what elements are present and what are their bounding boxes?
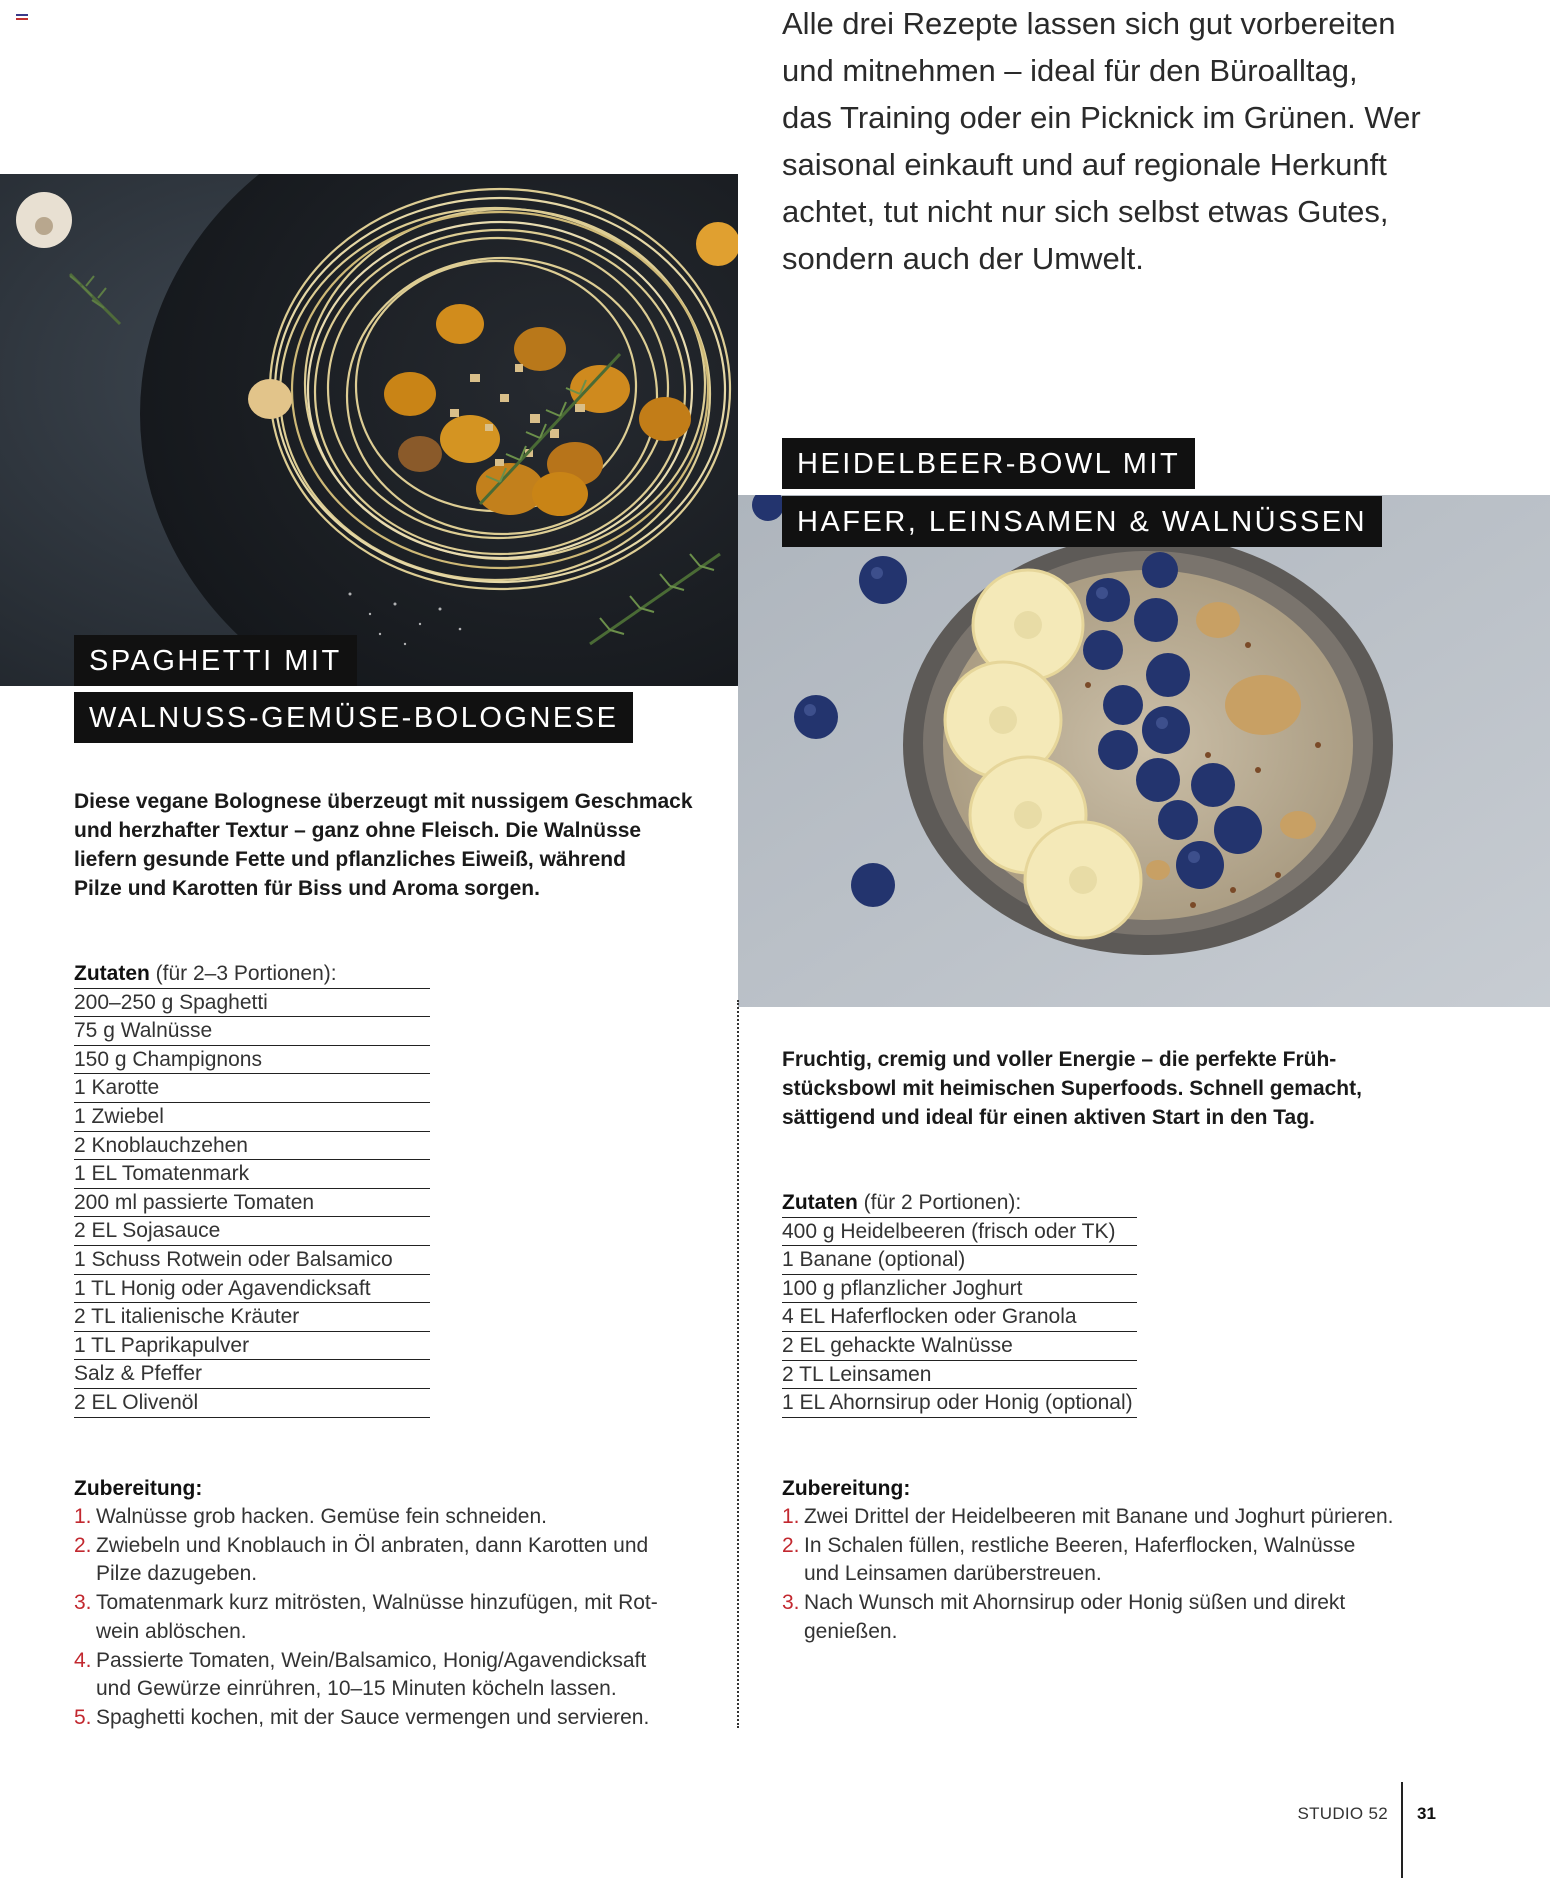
lead-line: liefern gesunde Fette und pflanzliches Eiweiß, während xyxy=(74,848,626,871)
column-divider xyxy=(737,1000,739,1728)
ingredient-item: Salz & Pfeffer xyxy=(74,1360,430,1389)
step-number: 3. xyxy=(782,1591,800,1615)
step-number: 4. xyxy=(74,1648,92,1672)
lead-line: Fruchtig, cremig und voller Energie – die perfekte Früh- xyxy=(782,1048,1337,1071)
step-line: In Schalen füllen, restliche Beeren, Haferflocken, Walnüsse xyxy=(804,1533,1356,1557)
ingredients-heading xyxy=(782,1189,1137,1218)
lead-line: Pilze und Karotten für Biss und Aroma sorgen. xyxy=(74,877,540,900)
step-line: Passierte Tomaten, Wein/Balsamico, Honig/Agavendicksaft xyxy=(96,1648,647,1672)
step-line: Spaghetti kochen, mit der Sauce vermengen und servieren. xyxy=(96,1705,650,1729)
step-line: und Leinsamen darüberstreuen. xyxy=(804,1562,1102,1586)
ingredients-label: Zutaten xyxy=(74,962,150,985)
bowl-lead xyxy=(782,1045,1442,1132)
intro-line: sondern auch der Umwelt. xyxy=(782,241,1144,276)
step-line: und Gewürze einrühren, 10–15 Minuten köcheln lassen. xyxy=(96,1677,617,1701)
ingredient-item: 2 TL italienische Kräuter xyxy=(74,1303,430,1332)
ingredient-item: 75 g Walnüsse xyxy=(74,1017,430,1046)
prep-heading: Zubereitung: xyxy=(74,1477,203,1500)
spaghetti-title-line1: SPAGHETTI MIT xyxy=(74,635,357,686)
spaghetti-title-line2: WALNUSS-GEMÜSE-BOLOGNESE xyxy=(74,692,633,743)
step-line: Zwei Drittel der Heidelbeeren mit Banane und Joghurt pürieren. xyxy=(804,1505,1394,1528)
step-line: wein ablöschen. xyxy=(96,1619,247,1643)
ingredient-item: 1 TL Paprikapulver xyxy=(74,1332,430,1361)
prep-heading: Zubereitung: xyxy=(782,1477,911,1500)
ingredient-item: 1 Karotte xyxy=(74,1074,430,1103)
ingredients-heading xyxy=(74,960,430,989)
ingredient-item: 4 EL Haferflocken oder Granola xyxy=(782,1303,1137,1332)
ingredient-item: 2 EL Sojasauce xyxy=(74,1217,430,1246)
ingredient-item: 200 ml passierte Tomaten xyxy=(74,1189,430,1218)
footer-divider xyxy=(1401,1782,1403,1878)
intro-line: Alle drei Rezepte lassen sich gut vorbereiten xyxy=(782,6,1396,41)
prep-step xyxy=(782,1532,1442,1589)
lead-line: Diese vegane Bolognese überzeugt mit nussigem Geschmack xyxy=(74,790,693,813)
prep-step xyxy=(782,1503,1442,1532)
ingredient-item: 100 g pflanzlicher Joghurt xyxy=(782,1275,1137,1304)
lead-line: stücksbowl mit heimischen Superfoods. Schnell gemacht, xyxy=(782,1077,1362,1100)
ingredient-item: 150 g Champignons xyxy=(74,1046,430,1075)
prep-step xyxy=(74,1704,724,1733)
ingredient-item: 200–250 g Spaghetti xyxy=(74,989,430,1018)
ingredient-item: 2 TL Leinsamen xyxy=(782,1361,1137,1390)
spaghetti-preparation xyxy=(74,1475,724,1733)
prep-step xyxy=(782,1589,1442,1646)
bowl-preparation xyxy=(782,1475,1442,1647)
ingredient-item: 400 g Heidelbeeren (frisch oder TK) xyxy=(782,1218,1137,1247)
lead-line: und herzhafter Textur – ganz ohne Fleisch. Die Walnüsse xyxy=(74,819,642,842)
prep-step xyxy=(74,1589,724,1646)
bowl-title-line1: HEIDELBEER-BOWL MIT xyxy=(782,438,1195,489)
step-line: Walnüsse grob hacken. Gemüse fein schneiden. xyxy=(96,1505,547,1528)
ingredient-item: 1 Zwiebel xyxy=(74,1103,430,1132)
lead-line: sättigend und ideal für einen aktiven Start in den Tag. xyxy=(782,1106,1315,1129)
step-line: Tomatenmark kurz mitrösten, Walnüsse hinzufügen, mit Rot- xyxy=(96,1591,658,1615)
intro-line: saisonal einkauft und auf regionale Herkunft xyxy=(782,147,1387,182)
prep-step xyxy=(74,1532,724,1589)
step-number: 1. xyxy=(74,1505,92,1528)
ingredient-item: 2 Knoblauchzehen xyxy=(74,1132,430,1161)
ingredient-item: 2 EL Olivenöl xyxy=(74,1389,430,1418)
prep-step xyxy=(74,1503,724,1532)
ingredient-item: 1 Schuss Rotwein oder Balsamico xyxy=(74,1246,430,1275)
step-line: Nach Wunsch mit Ahornsirup oder Honig süßen und direkt xyxy=(804,1591,1346,1615)
ingredient-item: 1 TL Honig oder Agavendicksaft xyxy=(74,1275,430,1304)
bowl-ingredients xyxy=(782,1189,1137,1418)
intro-line: achtet, tut nicht nur sich selbst etwas Gutes, xyxy=(782,194,1389,229)
spaghetti-lead xyxy=(74,787,714,903)
ingredient-item: 1 EL Tomatenmark xyxy=(74,1160,430,1189)
menu-icon[interactable] xyxy=(16,14,28,24)
intro-paragraph xyxy=(782,0,1422,282)
ingredient-item: 2 EL gehackte Walnüsse xyxy=(782,1332,1137,1361)
step-line: Pilze dazugeben. xyxy=(96,1562,258,1586)
step-number: 1. xyxy=(782,1505,800,1528)
prep-steps xyxy=(74,1503,724,1733)
page-number: 31 xyxy=(1417,1804,1436,1823)
step-number: 3. xyxy=(74,1591,92,1615)
ingredients-portions: (für 2–3 Portionen): xyxy=(149,962,337,985)
prep-step xyxy=(74,1647,724,1704)
bowl-title-line2: HAFER, LEINSAMEN & WALNÜSSEN xyxy=(782,496,1382,547)
ingredients-portions: (für 2 Portionen): xyxy=(857,1191,1022,1214)
prep-steps xyxy=(782,1503,1442,1647)
spaghetti-photo xyxy=(0,174,738,686)
step-number: 2. xyxy=(74,1533,92,1557)
ingredient-item: 1 Banane (optional) xyxy=(782,1246,1137,1275)
step-number: 5. xyxy=(74,1705,92,1729)
ingredients-label: Zutaten xyxy=(782,1191,858,1214)
blueberry-bowl-photo xyxy=(738,495,1550,1007)
spaghetti-ingredients xyxy=(74,960,430,1418)
magazine-name: STUDIO 52 xyxy=(1297,1804,1388,1823)
ingredient-item: 1 EL Ahornsirup oder Honig (optional) xyxy=(782,1389,1137,1418)
intro-line: das Training oder ein Picknick im Grünen. Wer xyxy=(782,100,1421,135)
intro-line: und mitnehmen – ideal für den Büroalltag, xyxy=(782,53,1358,88)
step-number: 2. xyxy=(782,1533,800,1557)
step-line: genießen. xyxy=(804,1619,898,1643)
step-line: Zwiebeln und Knoblauch in Öl anbraten, dann Karotten und xyxy=(96,1533,649,1557)
